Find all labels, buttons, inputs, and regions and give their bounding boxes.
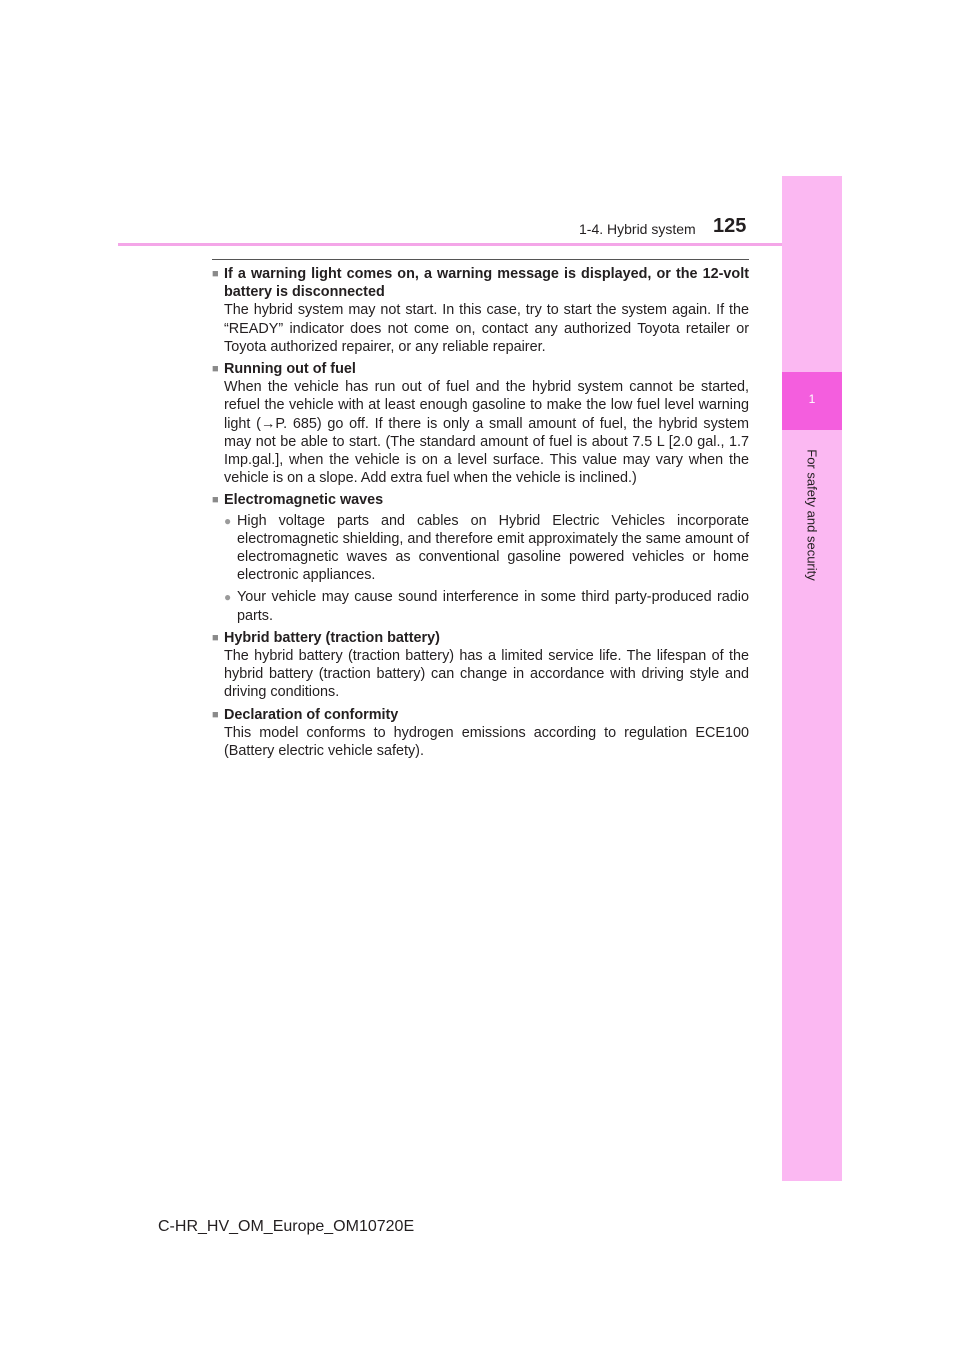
square-bullet-icon: ■ xyxy=(212,268,219,280)
section-title: 1-4. Hybrid system xyxy=(579,221,696,237)
header-rule xyxy=(118,243,782,246)
item-title: Hybrid battery (traction battery) xyxy=(224,629,440,646)
item-body: This model conforms to hydrogen emissions according to regulation ECE100 (Battery electric vehicle safety). xyxy=(224,724,749,760)
bullet-text: High voltage parts and cables on Hybrid Electric Vehicles incorporate electromagnetic shielding, and therefore emit approximately the same amount of electromagnetic waves as conventional gasoline powered vehicles or home electronic appliances. xyxy=(237,512,749,584)
chapter-label: For safety and security xyxy=(804,449,820,581)
item-electromagnetic-waves xyxy=(212,491,749,624)
item-title: Electromagnetic waves xyxy=(224,492,384,509)
bullet-text: Your vehicle may cause sound interference in some third party-produced radio parts. xyxy=(237,589,749,624)
content-top-rule xyxy=(212,259,749,260)
item-title: Declaration of conformity xyxy=(224,706,399,723)
item-warning-light xyxy=(212,265,749,356)
list-item xyxy=(224,588,749,624)
chapter-side-strip xyxy=(782,176,842,1181)
document-code: C-HR_HV_OM_Europe_OM10720E xyxy=(158,1218,415,1235)
item-body: The hybrid system may not start. In this case, try to start the system again. If the “READY” indicator does not come on, contact any authorized Toyota retailer or Toyota authorized repairer, or any reliable repairer. xyxy=(224,302,749,355)
square-bullet-icon: ■ xyxy=(212,708,219,721)
square-bullet-icon: ■ xyxy=(212,631,219,644)
item-body: When the vehicle has run out of fuel and the hybrid system cannot be started, refuel the vehicle with at least enough gasoline to make the low fuel level warning light (→P. 685) go off. If there is only a small amount of fuel, the hybrid system may not be able to start. (The standard amount of fuel is about 7.5 L [2.0 gal., 1.7 Imp.gal.], when the vehicle is on a level surface. This value may vary when the vehicle is on a slope. Add extra fuel when the vehicle is inclined.) xyxy=(224,379,749,487)
item-title: If a warning light comes on, a warning message is displayed, or the 12-volt battery is disconnected xyxy=(224,266,749,301)
item-body: The hybrid battery (traction battery) has a limited service life. The lifespan of the hybrid battery (traction battery) can change in accordance with driving style and driving conditions. xyxy=(224,648,749,701)
round-bullet-icon: ● xyxy=(224,513,232,528)
list-item xyxy=(224,512,749,585)
square-bullet-icon: ■ xyxy=(212,494,219,507)
chapter-tab-number: 1 xyxy=(808,392,816,406)
item-declaration-of-conformity xyxy=(212,706,749,761)
item-hybrid-battery xyxy=(212,629,749,702)
round-bullet-icon: ● xyxy=(224,590,232,605)
content-body xyxy=(212,265,749,764)
item-running-out-of-fuel xyxy=(212,360,749,487)
item-title: Running out of fuel xyxy=(224,361,356,378)
page-number: 125 xyxy=(713,215,747,237)
square-bullet-icon: ■ xyxy=(212,363,219,376)
